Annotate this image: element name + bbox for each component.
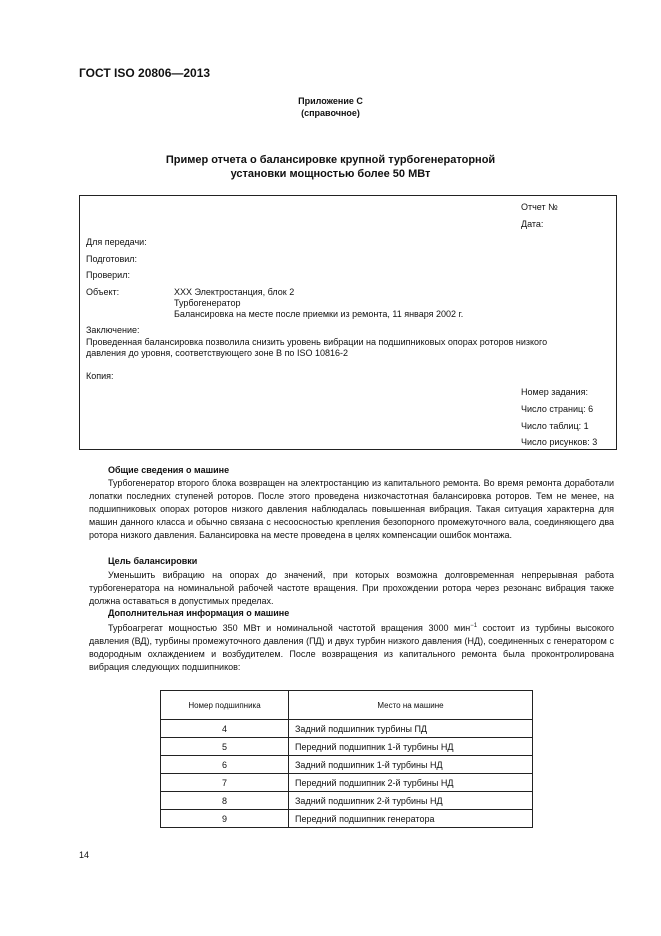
task-number: Номер задания: (521, 387, 588, 397)
title-line-2: установки мощностью более 50 МВт (230, 168, 431, 180)
extra-superscript: −1 (470, 623, 478, 629)
header-bearing-number: Номер подшипника (161, 691, 289, 720)
header-location: Место на машине (289, 691, 533, 720)
bearing-number: 8 (161, 792, 289, 810)
bearing-location: Передний подшипник 2-й турбины НД (289, 774, 533, 792)
goal-paragraph: Уменьшить вибрацию на опорах до значений, при которых возможна долговременная непрерывная работа турбогенератора на номинальной рабочей частоте вращения. При прохождении ротора через резонанс вибрация также должна оставаться в допустимых пределах. (89, 570, 614, 606)
extra-text-a: Турбоагрегат мощностью 350 МВт и номинальной частотой вращения 3000 мин (108, 623, 471, 633)
section-general-title: Общие сведения о машине (108, 465, 230, 475)
bearing-number: 7 (161, 774, 289, 792)
table-row (161, 792, 533, 810)
extra-text-b: состоит из турбины высокого давления (ВД), турбины промежуточного давления (ПД) и двух турбин низкого давления (НД), соединенных с генератором с водородным охлаждением и возбудителем. После возвращения из капитального ремонта была проконтролирована вибрация следующих подшипников: (89, 623, 614, 672)
section-general-text (89, 477, 614, 542)
object-label: Объект: (86, 287, 120, 297)
section-goal-title: Цель балансировки (108, 556, 198, 566)
prepared-by: Подготовил: (86, 254, 138, 264)
table-header-row (161, 691, 533, 720)
report-form (79, 195, 617, 450)
section-goal-text (89, 569, 614, 608)
checked-by: Проверил: (86, 270, 130, 280)
appendix-title: Приложение С (298, 96, 363, 106)
table-row (161, 810, 533, 828)
table-row (161, 756, 533, 774)
title-line-1: Пример отчета о балансировке крупной турбогенераторной (165, 154, 496, 166)
bearing-number: 6 (161, 756, 289, 774)
bearing-location: Передний подшипник 1-й турбины НД (289, 738, 533, 756)
report-number: Отчет № (521, 202, 558, 212)
copy-label: Копия: (86, 371, 114, 381)
table-count: Число таблиц: 1 (521, 421, 589, 431)
bearing-location: Передний подшипник генератора (289, 810, 533, 828)
bearing-location: Задний подшипник 2-й турбины НД (289, 792, 533, 810)
bearing-number: 5 (161, 738, 289, 756)
bearing-number: 9 (161, 810, 289, 828)
conclusion-label: Заключение: (86, 325, 140, 335)
appendix-subtitle: (справочное) (301, 108, 360, 118)
object-line-2: Турбогенератор (174, 298, 241, 308)
table-row (161, 738, 533, 756)
object-line-1: ХХХ Электростанция, блок 2 (174, 287, 295, 297)
conclusion-line-2: давления до уровня, соответствующего зоне В по ISO 10816-2 (86, 348, 348, 358)
figure-count: Число рисунков: 3 (521, 437, 598, 447)
bearing-number: 4 (161, 720, 289, 738)
page-count: Число страниц: 6 (521, 404, 594, 414)
document-title (0, 153, 661, 181)
report-date: Дата: (521, 219, 544, 229)
section-extra-text (89, 620, 614, 674)
standard-header: ГОСТ ISO 20806—2013 (79, 66, 211, 80)
table-row (161, 720, 533, 738)
general-paragraph: Турбогенератор второго блока возвращен на электростанцию из капитального ремонта. Во время ремонта доработали лопатки последних ступеней роторов. После этого проведена низкочастотная балансировка роторов. Тем не менее, на подшипниковых опорах роторов низкого давления наблюдалась повышенная вибрация. Такая ситуация характерна для машин данного класса и обычно связана с несоосностью крепления безопорного промежуточного вала, соединяющего два ротора низкого давления. Балансировка на месте проведена в целях компенсации ошибок монтажа. (89, 478, 614, 540)
conclusion-line-1: Проведенная балансировка позволила снизить уровень вибрации на подшипниковых опорах роторов низкого (86, 337, 548, 347)
bearing-location: Задний подшипник 1-й турбины НД (289, 756, 533, 774)
bearing-location: Задний подшипник турбины ПД (289, 720, 533, 738)
extra-paragraph (89, 620, 614, 674)
section-extra-title: Дополнительная информация о машине (108, 608, 290, 618)
for-transfer: Для передачи: (86, 237, 147, 247)
table-row (161, 774, 533, 792)
bearing-table (160, 690, 533, 828)
object-line-3: Балансировка на месте после приемки из ремонта, 11 января 2002 г. (174, 309, 464, 319)
page-number: 14 (79, 850, 90, 860)
